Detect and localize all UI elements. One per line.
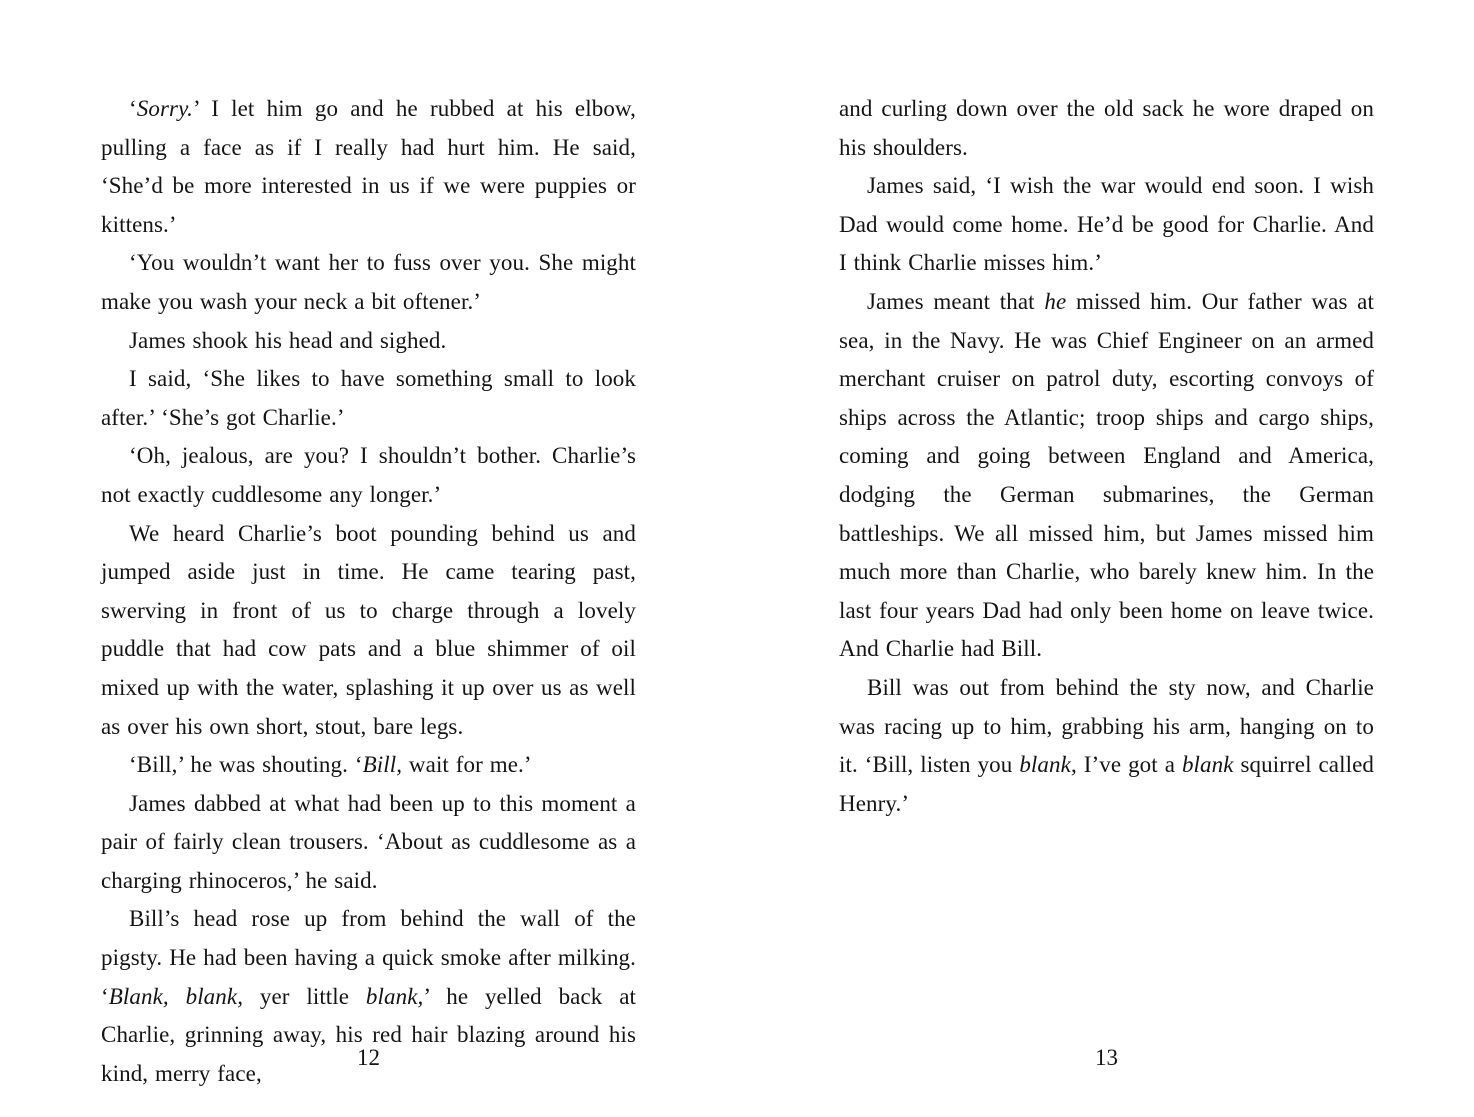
- text-segment: James shook his head and sighed.: [129, 327, 447, 353]
- paragraph: [839, 669, 1374, 823]
- text-segment: James said, ‘I wish the war would end soon. I wish Dad would come home. He’d be good for Charlie. And I think Charlie misses him.’: [839, 173, 1374, 276]
- paragraph: [101, 244, 636, 321]
- text-segment: James meant that: [867, 288, 1045, 314]
- text-segment: , I’ve got a: [1070, 752, 1182, 778]
- paragraph: [101, 746, 636, 785]
- text-segment: James dabbed at what had been up to this moment a pair of fairly clean trousers. ‘About as cuddlesome as a charging rhinoceros,’ he said.: [101, 790, 636, 893]
- page-right-text-block: [839, 90, 1374, 823]
- text-segment: wait for me.’: [402, 752, 532, 778]
- paragraph: [839, 90, 1374, 167]
- text-segment: [169, 984, 186, 1009]
- italic-text-segment: Blank,: [108, 983, 169, 1009]
- italic-text-segment: blank: [1019, 752, 1071, 778]
- page-number-right: 13: [1095, 1045, 1118, 1070]
- text-segment: Bill’s head rose up from behind the wall of the pigsty. He had been having a quick smoke after milking. ‘: [101, 906, 636, 1009]
- text-segment: yer little: [243, 983, 366, 1009]
- text-segment: Bill was out from behind the sty now, and Charlie was racing up to him, grabbing his arm, hanging on to it. ‘Bill, listen you: [839, 674, 1374, 778]
- paragraph: [101, 322, 636, 361]
- paragraph: [839, 167, 1374, 283]
- text-segment: ‘: [129, 96, 137, 121]
- text-segment: ‘You wouldn’t want her to fuss over you. She might make you wash your neck a bit oftener.’: [101, 250, 636, 314]
- text-segment: ‘Oh, jealous, are you? I shouldn’t bother. Charlie’s not exactly cuddlesome any longer.’: [101, 443, 636, 507]
- paragraph: [101, 437, 636, 514]
- page-number-left: 12: [357, 1045, 380, 1070]
- paragraph: [101, 90, 636, 244]
- text-segment: missed him. Our father was at sea, in the Navy. He was Chief Engineer on an armed merchant cruiser on patrol duty, escorting convoys of ships across the Atlantic; troop ships and cargo ships, coming and going between England and America, dodging the German submarines, the German battleships. We all missed him, but James missed him much more than Charlie, who barely knew him. In the last four years Dad had only been home on leave twice. And Charlie had Bill.: [839, 288, 1374, 662]
- text-segment: squirrel called Henry.’: [839, 752, 1374, 816]
- italic-text-segment: blank: [1181, 752, 1234, 778]
- page-left-text-block: [101, 90, 636, 1093]
- paragraph: [101, 515, 636, 747]
- paragraph: [839, 283, 1374, 669]
- text-segment: I said, ‘She likes to have something small to look after.’ ‘She’s got Charlie.’: [101, 366, 636, 430]
- italic-text-segment: blank,: [185, 983, 244, 1009]
- page-right: [839, 0, 1374, 1117]
- italic-text-segment: Sorry.: [136, 96, 193, 121]
- paragraph: [101, 785, 636, 901]
- text-segment: and curling down over the old sack he wore draped on his shoulders.: [839, 96, 1374, 160]
- italic-text-segment: Bill,: [362, 752, 403, 778]
- text-segment: ‘Bill,’ he was shouting. ‘: [129, 752, 363, 778]
- italic-text-segment: he: [1044, 288, 1067, 314]
- italic-text-segment: blank,: [365, 983, 424, 1009]
- page-left: [101, 0, 636, 1117]
- text-segment: We heard Charlie’s boot pounding behind us and jumped aside just in time. He came tearing past, swerving in front of us to charge through a lovely puddle that had cow pats and a blue shimmer of oil mixed up with the water, splashing it up over us as well as over his own short, stout, bare legs.: [101, 520, 636, 739]
- paragraph: [101, 360, 636, 437]
- text-segment: ’ I let him go and he rubbed at his elbow, pulling a face as if I really had hurt him. He said, ‘She’d be more interested in us if we were puppies or kittens.’: [101, 96, 636, 237]
- text-segment: ’ he yelled back at Charlie, grinning away, his red hair blazing around his kind, merry face,: [101, 983, 636, 1086]
